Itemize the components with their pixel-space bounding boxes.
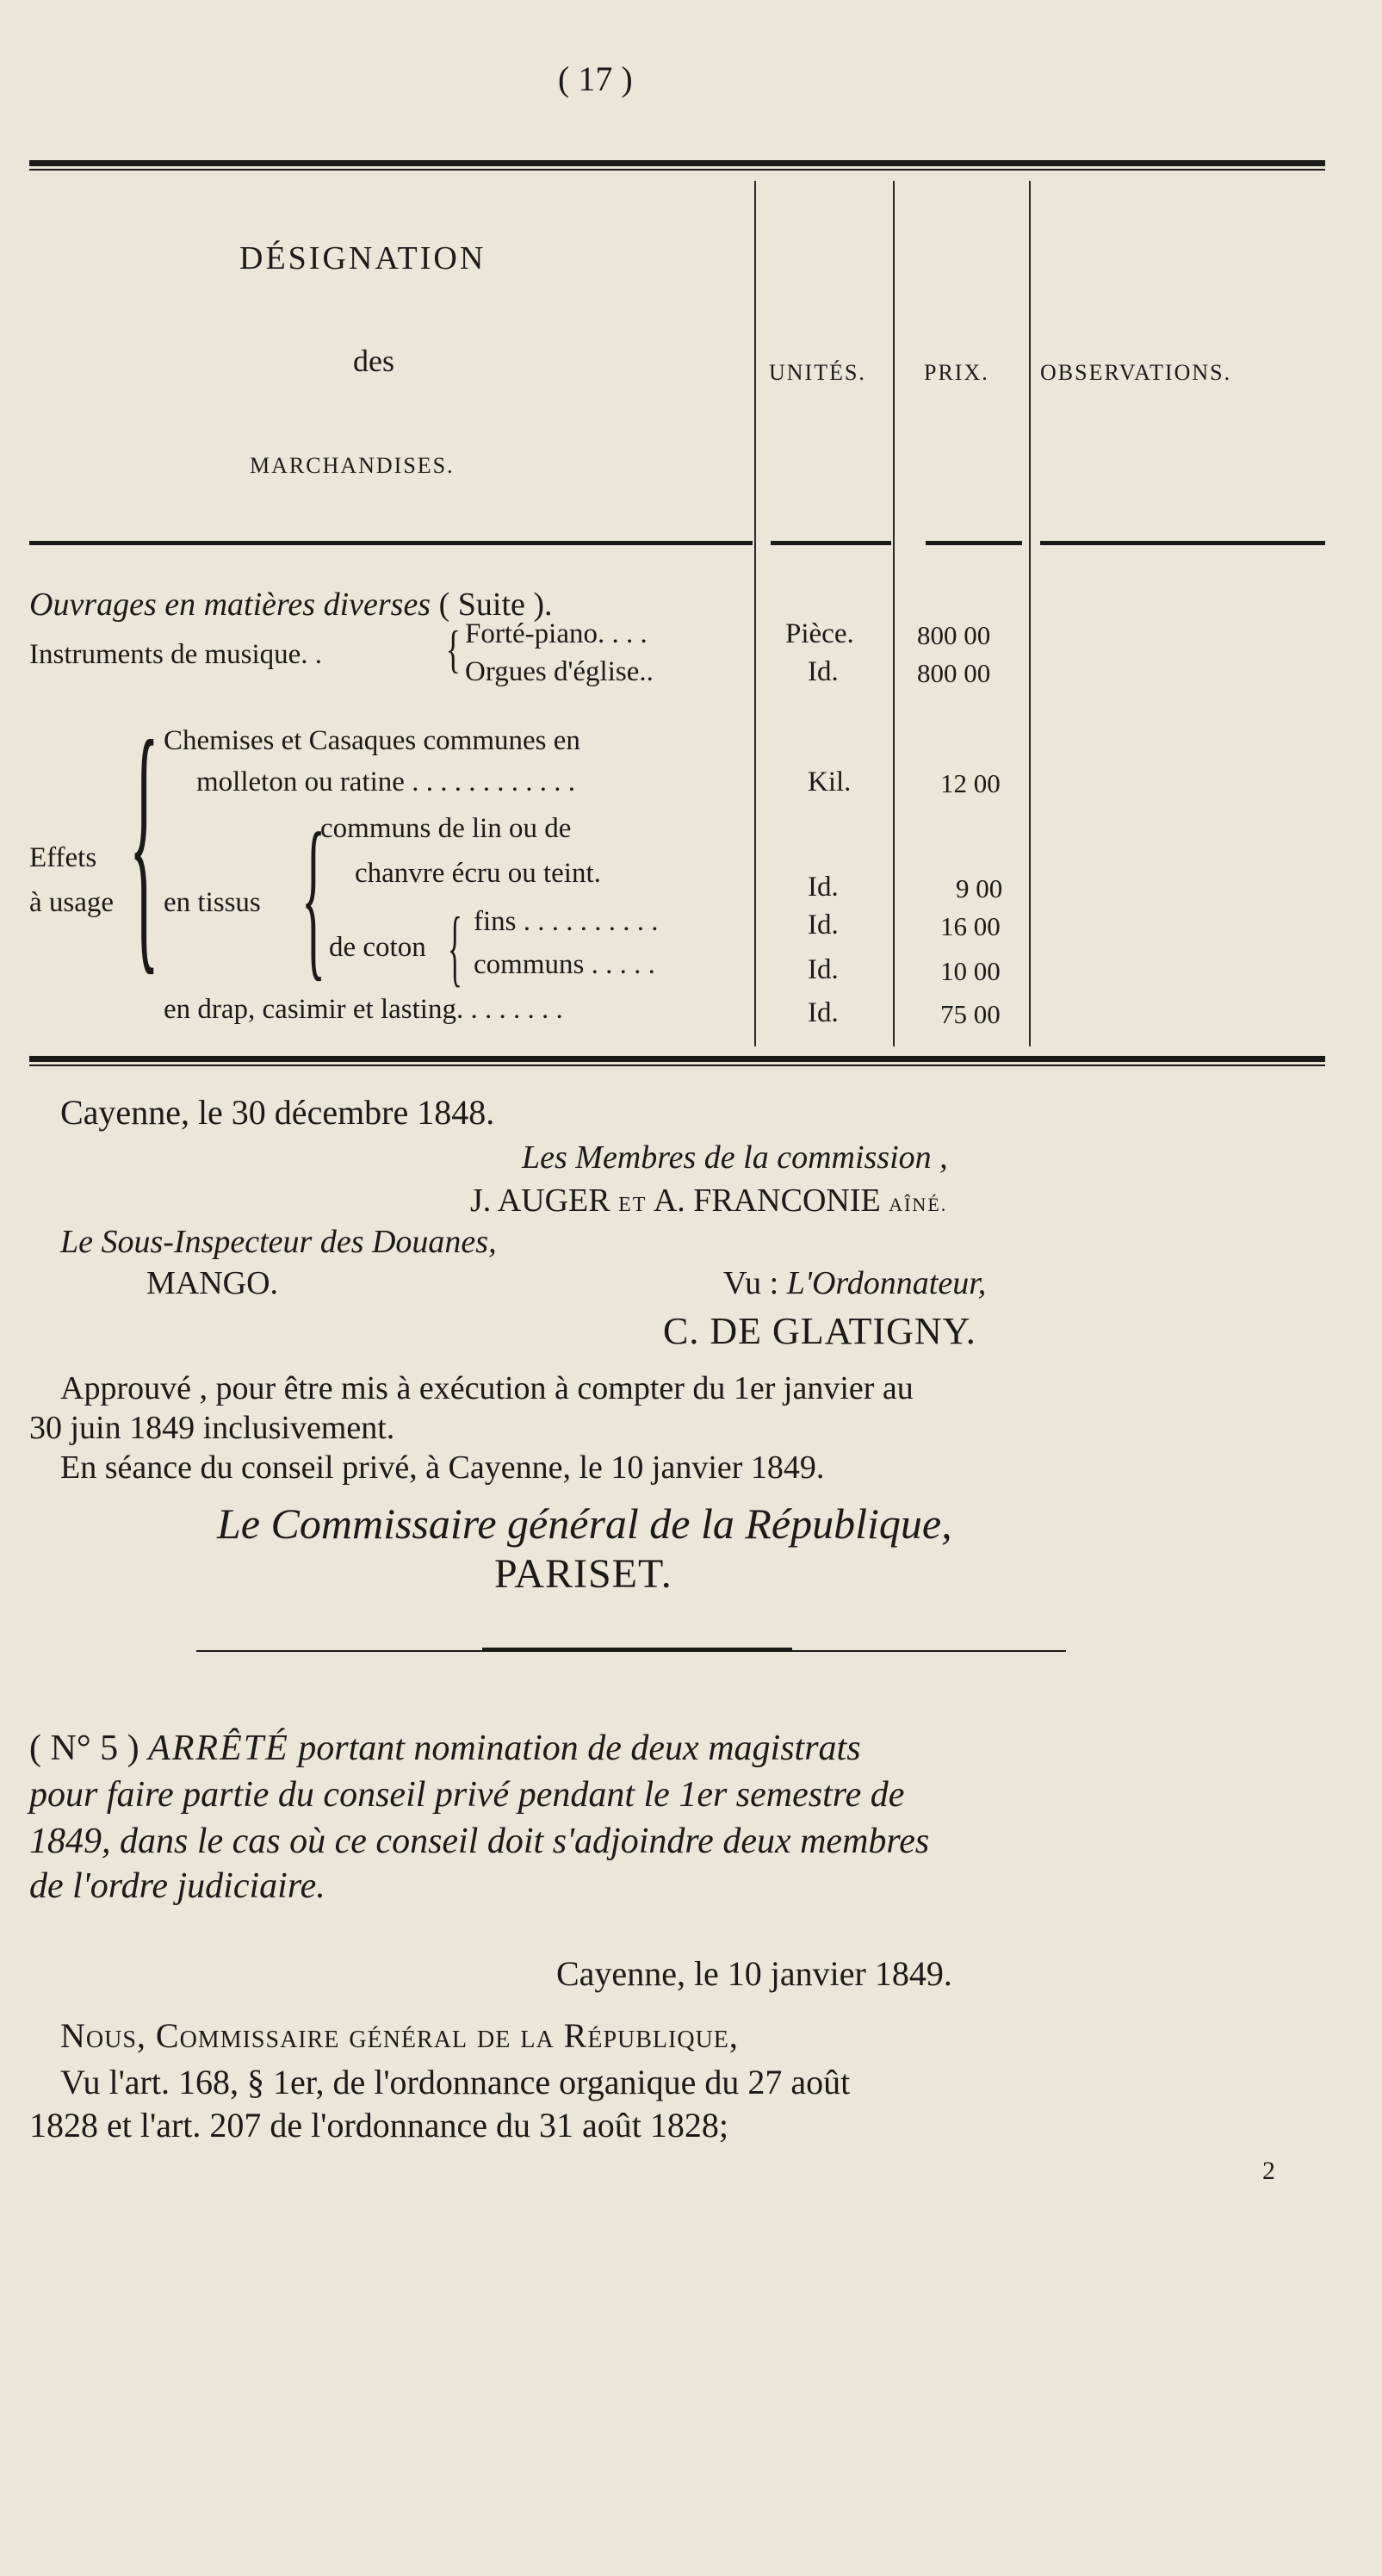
- member-auger: J. AUGER: [470, 1182, 610, 1219]
- arrete-header: [29, 1728, 861, 1769]
- members-et: ET: [618, 1194, 648, 1216]
- table-row-designation: chanvre écru ou teint.: [355, 858, 601, 889]
- table-row-designation: Forté-piano. . . .: [465, 618, 648, 649]
- approval-line-2: 30 juin 1849 inclusivement.: [29, 1410, 395, 1446]
- header-rule-col4: [1040, 541, 1325, 545]
- table-row-unite: Id.: [808, 954, 839, 985]
- table-row-designation: fins . . . . . . . . . .: [474, 906, 659, 937]
- arrete-line-3: 1849, dans le cas où ce conseil doit s'adjoindre deux membres: [29, 1822, 930, 1861]
- header-prix: PRIX.: [924, 360, 989, 385]
- table-row-unite: Id.: [808, 909, 839, 940]
- a-usage-label: à usage: [29, 887, 115, 918]
- members-aine: AÎNÉ.: [889, 1194, 948, 1215]
- header-rule-col1: [29, 541, 753, 545]
- arrete-date: Cayenne, le 10 janvier 1849.: [556, 1954, 952, 1993]
- top-rule: [29, 160, 1325, 166]
- section-title-text: Ouvrages en matières diverses: [29, 587, 431, 623]
- table-row-unite: Pièce.: [785, 618, 854, 649]
- header-designation: DÉSIGNATION: [239, 240, 486, 276]
- commissaire-title: Le Commissaire général de la République,: [217, 1499, 952, 1548]
- vu-ordonnateur: [723, 1264, 986, 1302]
- table-row-unite: Id.: [808, 997, 839, 1028]
- page-number: ( 17 ): [558, 59, 633, 98]
- arrete-number: ( N° 5 ): [29, 1729, 139, 1768]
- effets-label: Effets: [29, 842, 97, 873]
- members-signatures: [470, 1182, 947, 1220]
- table-row-prix: 800 00: [917, 620, 991, 650]
- table-row-prix: 12 00: [940, 768, 1001, 798]
- en-tissus-label: en tissus: [164, 887, 261, 918]
- table-row-designation: Chemises et Casaques communes en: [164, 725, 580, 756]
- table-row-unite: Kil.: [808, 767, 852, 798]
- place-date: Cayenne, le 30 décembre 1848.: [60, 1093, 495, 1132]
- separator-rule-thick: [482, 1648, 792, 1652]
- table-row-designation: Orgues d'église..: [465, 656, 654, 687]
- brace-effets: {: [129, 684, 159, 998]
- table-row-unite: Id.: [808, 656, 839, 687]
- table-row-prix: 9 00: [956, 873, 1003, 903]
- inspector-title: Le Sous-Inspecteur des Douanes,: [60, 1224, 497, 1260]
- instruments-label: Instruments de musique. .: [29, 639, 323, 670]
- header-observations: OBSERVATIONS.: [1040, 360, 1232, 385]
- approval-line-1: Approuvé , pour être mis à exécution à compter du 1er janvier au: [60, 1370, 914, 1406]
- column-divider-1: [754, 181, 756, 1046]
- brace-instruments: {: [445, 621, 462, 678]
- header-unites: UNITÉS.: [769, 360, 866, 385]
- table-row-unite: Id.: [808, 872, 839, 903]
- top-rule-thin: [29, 169, 1325, 171]
- arrete-title-word: ARRÊTÉ: [148, 1729, 289, 1768]
- table-row-designation: molleton ou ratine . . . . . . . . . . . .: [196, 767, 575, 798]
- vu-line-2: 1828 et l'art. 207 de l'ordonnance du 31 août 1828;: [29, 2106, 729, 2145]
- brace-decoton: {: [448, 899, 462, 995]
- nous-line: Nous, Commissaire général de la République,: [60, 2016, 739, 2055]
- vu-line-1: Vu l'art. 168, § 1er, de l'ordonnance organique du 27 août: [60, 2063, 851, 2101]
- table-bottom-rule-thin: [29, 1065, 1325, 1066]
- table-row-designation: en drap, casimir et lasting. . . . . . . .: [164, 994, 563, 1025]
- inspector-name: MANGO.: [146, 1265, 279, 1301]
- vu-title: L'Ordonnateur,: [786, 1265, 987, 1301]
- signature-mark: 2: [1262, 2157, 1275, 2185]
- decoton-label: de coton: [329, 932, 426, 963]
- arrete-line-2: pour faire partie du conseil privé pendant le 1er semestre de: [29, 1775, 905, 1815]
- table-row-designation: communs de lin ou de: [320, 813, 572, 844]
- header-des: des: [353, 344, 394, 378]
- table-bottom-rule: [29, 1056, 1325, 1062]
- table-row-prix: 10 00: [940, 956, 1001, 986]
- column-divider-2: [893, 181, 895, 1046]
- header-marchandises: MARCHANDISES.: [250, 453, 455, 478]
- members-title: Les Membres de la commission ,: [522, 1139, 948, 1176]
- section-title-suffix: ( Suite ).: [438, 587, 553, 623]
- member-franconie: A. FRANCONIE: [653, 1182, 881, 1219]
- arrete-line-1: portant nomination de deux magistrats: [298, 1729, 861, 1768]
- commissaire-name: PARISET.: [494, 1551, 672, 1597]
- ordonnateur-name: C. DE GLATIGNY.: [663, 1310, 976, 1352]
- vu-label: Vu :: [723, 1265, 779, 1301]
- seance-line: En séance du conseil privé, à Cayenne, le 10 janvier 1849.: [60, 1449, 825, 1486]
- table-row-designation: communs . . . . .: [474, 949, 655, 980]
- table-row-prix: 16 00: [940, 911, 1001, 941]
- table-row-prix: 800 00: [917, 658, 991, 688]
- arrete-line-4: de l'ordre judiciaire.: [29, 1866, 325, 1906]
- header-rule-col3: [926, 541, 1022, 545]
- brace-en-tissus: {: [301, 797, 326, 996]
- header-rule-col2: [771, 541, 891, 545]
- column-divider-3: [1029, 181, 1031, 1046]
- table-row-prix: 75 00: [940, 999, 1001, 1029]
